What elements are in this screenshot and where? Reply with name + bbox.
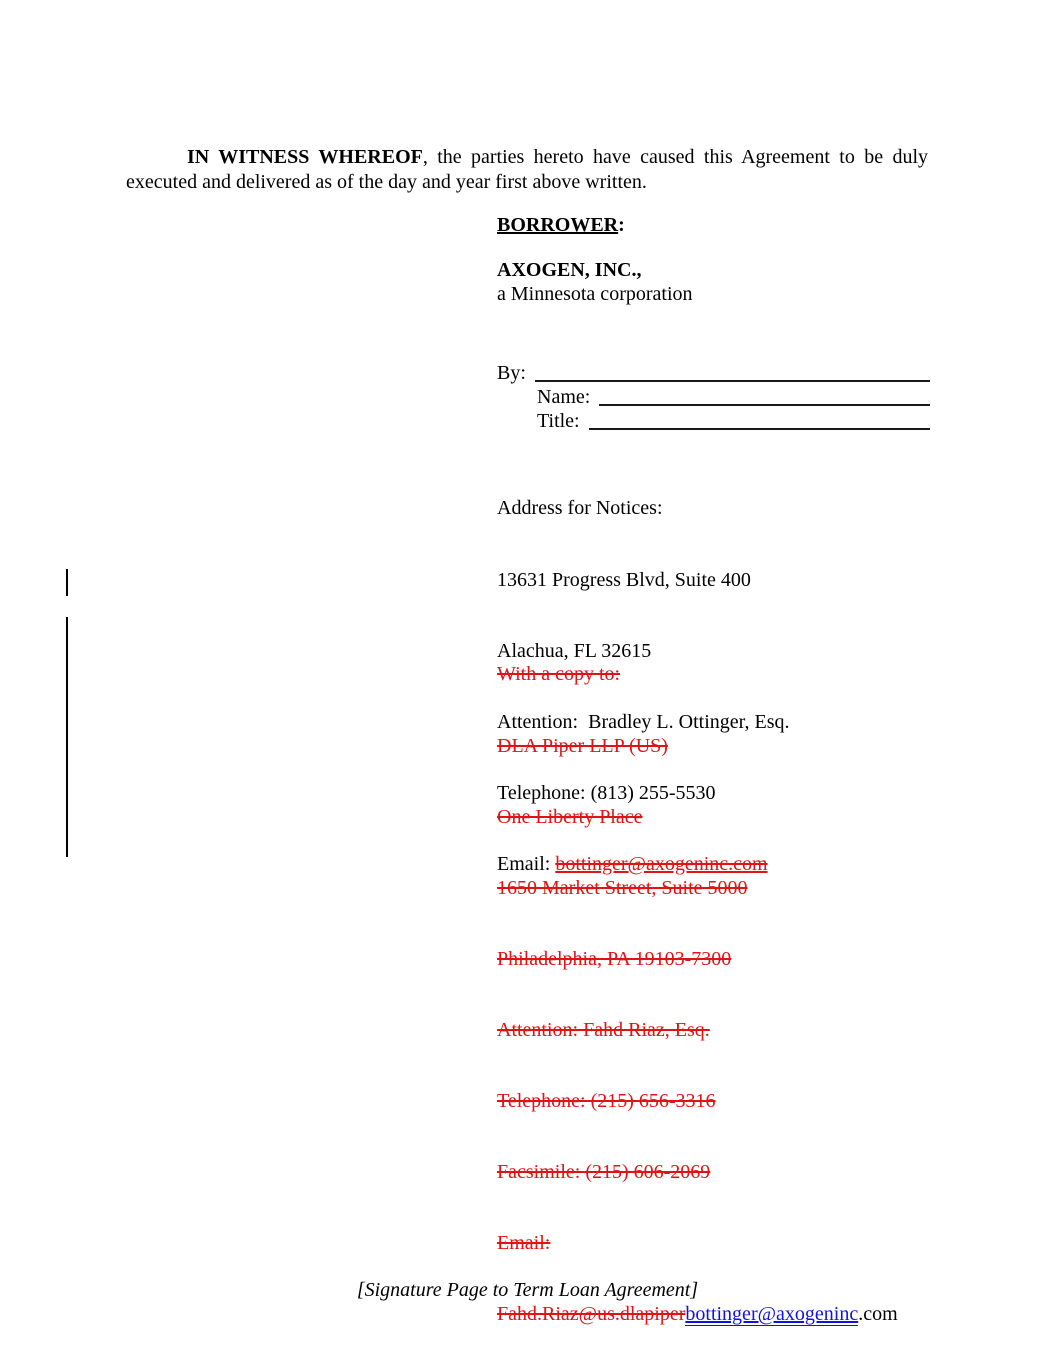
by-label: By: [497, 362, 526, 384]
witness-paragraph [126, 145, 928, 195]
company-name: AXOGEN, INC., [497, 259, 642, 281]
title-row [497, 409, 930, 433]
email-label: Email: [497, 852, 556, 875]
deleted-line: Email: [497, 1232, 551, 1255]
change-bar [66, 617, 68, 857]
deleted-email-prefix: Fahd.Riaz@us.dlapiper [497, 1303, 686, 1326]
address-attention: Attention: Bradley L. Ottinger, Esq. [497, 710, 790, 733]
title-label: Title: [537, 410, 580, 432]
witness-lead-in: IN WITNESS WHEREOF [187, 146, 423, 168]
deleted-email-link[interactable]: bottinger@axogeninc.com [555, 852, 768, 875]
signature-page-footer: [Signature Page to Term Loan Agreement] [356, 1279, 699, 1301]
deleted-line: 1650 Market Street, Suite 5000 [497, 876, 748, 899]
deleted-line: Philadelphia, PA 19103-7300 [497, 947, 732, 970]
signature-lines-block [497, 361, 930, 433]
deleted-line: DLA Piper LLP (US) [497, 734, 668, 757]
name-fill-line[interactable] [599, 404, 930, 406]
address-heading: Address for Notices: [497, 497, 663, 520]
name-row [497, 385, 930, 409]
inserted-email-link[interactable]: bottinger@axogeninc [685, 1303, 859, 1326]
address-telephone: Telephone: (813) 255-5530 [497, 781, 716, 804]
deleted-copy-to-block [497, 616, 957, 1365]
title-fill-line[interactable] [589, 428, 930, 430]
change-bar [66, 569, 68, 596]
address-street: 13631 Progress Blvd, Suite 400 [497, 568, 751, 591]
email-suffix: .com [858, 1303, 898, 1326]
email-redline-row [497, 1303, 957, 1327]
deleted-line: Telephone: (215) 656-3316 [497, 1090, 716, 1113]
deleted-line: One Liberty Place [497, 805, 643, 828]
deleted-line: Facsimile: (215) 606-2069 [497, 1161, 711, 1184]
name-label: Name: [537, 386, 591, 408]
borrower-colon: : [618, 214, 625, 236]
borrower-heading [497, 213, 625, 237]
by-signature-line[interactable] [535, 380, 930, 382]
witness-paragraph-body: , the parties hereto have caused this Agreement to be duly executed and delivered as of the day and year first above written. [126, 146, 929, 193]
deleted-line: Attention: Fahd Riaz, Esq. [497, 1018, 710, 1041]
company-block [497, 258, 693, 306]
address-city: Alachua, FL 32615 [497, 639, 652, 662]
borrower-label: BORROWER [497, 214, 619, 236]
by-row [497, 361, 930, 385]
company-description: a Minnesota corporation [497, 283, 693, 305]
deleted-line: With a copy to: [497, 663, 621, 686]
